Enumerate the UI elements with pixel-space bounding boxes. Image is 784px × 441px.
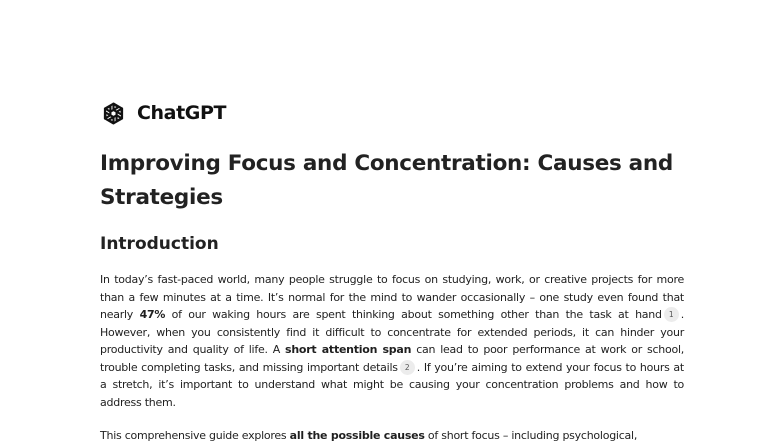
paragraph-text: This comprehensive guide explores	[100, 429, 290, 441]
paragraph-text: In today’s fast-paced world, many people struggle to focus on studying, work, or creative projects for more than a few minutes at a time. It’s normal for the mind to wander occasionally – one study even found that nearly	[100, 273, 684, 321]
paragraph-text: of our waking hours are spent thinking about something other than the task at hand	[165, 308, 662, 321]
bold-statistic: 47%	[139, 308, 166, 321]
paragraph-text: of short focus – including psychological,	[424, 429, 638, 441]
citation-badge-1[interactable]: 1	[664, 307, 679, 322]
document-title: Improving Focus and Concentration: Causes and Strategies	[100, 151, 673, 210]
bold-term: short attention span	[285, 343, 412, 356]
bold-phrase: all the possible causes	[289, 429, 425, 441]
section-heading-introduction: Introduction	[100, 234, 219, 254]
guide-paragraph	[100, 427, 684, 441]
intro-paragraph	[100, 271, 684, 411]
openai-logo-icon	[100, 100, 127, 127]
brand-name: ChatGPT	[137, 102, 227, 124]
citation-badge-2[interactable]: 2	[400, 360, 415, 375]
brand-header	[100, 99, 226, 127]
paragraph-text: . However, when you consistently find it difficult to concentrate for extended periods, it can hinder your productivity and quality of life. A	[100, 308, 684, 356]
paragraph-text: can lead to poor performance at work or school, trouble completing tasks, and missing important details	[100, 343, 685, 374]
paragraph-text: . If you’re aiming to extend your focus to hours at a stretch, it’s important to understand what might be causing your concentration problems and how to address them.	[100, 360, 684, 409]
